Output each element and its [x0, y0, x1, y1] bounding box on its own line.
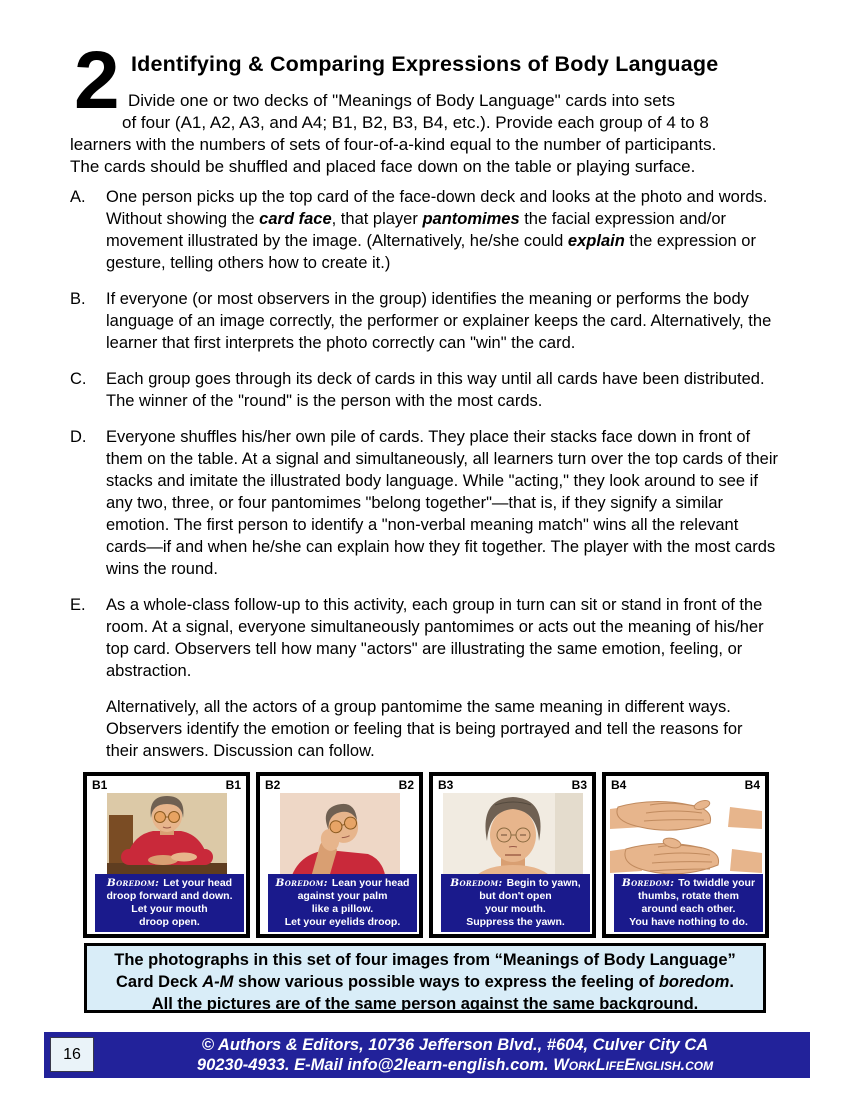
- website-url: WorkLifeEnglish.com: [553, 1056, 714, 1074]
- activity-item-c: [70, 368, 782, 412]
- photo-suppressed-yawn: [433, 793, 592, 881]
- publisher-contact: 90230-4933. E-Mail info@2learn-english.com. WorkLifeEnglish.com: [196, 1056, 714, 1074]
- section-number: 2: [74, 35, 120, 126]
- card-corner-label: B3: [571, 778, 587, 792]
- photo-twiddling-thumbs: [606, 793, 765, 881]
- card-b4: [602, 772, 769, 938]
- card-b3: [429, 772, 596, 938]
- activity-item-b: [70, 288, 782, 354]
- item-letter-spacer: [70, 696, 106, 762]
- item-letter: E.: [70, 596, 86, 614]
- card-corner-label: B1: [92, 778, 108, 792]
- activity-item-a: [70, 186, 782, 274]
- item-text: As a whole-class follow-up to this activity, each group in turn can sit or stand in front of the room. At a signal, everyone simultaneously pantomimes or acts out the meaning of his/her top card. Observers tell how many "actors" are illustrating the same emotion, feeling, or abstraction.: [106, 596, 764, 680]
- note-line: The photographs in this set of four images from “Meanings of Body Language”: [114, 951, 736, 969]
- activity-item-d: [70, 426, 782, 580]
- item-text: Alternatively, all the actors of a group pantomime the same meaning in different ways. Observers identify the emotion or feeling that is being portrayed and tell the reasons for their answers. Discussion can follow.: [106, 698, 743, 760]
- card-row: [83, 772, 769, 938]
- publisher-address: © Authors & Editors, 10736 Jefferson Blvd., #604, Culver City CA: [201, 1036, 709, 1054]
- emotion-label: Boredom:: [275, 877, 328, 889]
- publisher-info: [106, 1035, 804, 1075]
- card-corner-label: B3: [438, 778, 454, 792]
- emotion-label: Boredom:: [450, 877, 503, 889]
- item-text: Each group goes through its deck of cards in this way until all cards have been distributed. The winner of the "round" is the person with the most cards.: [106, 370, 765, 410]
- card-caption: Boredom: Begin to yawn, but don't open your mouth. Suppress the yawn.: [441, 874, 590, 932]
- page-title: Identifying & Comparing Expressions of Body Language: [131, 52, 719, 76]
- activity-list: [70, 186, 782, 776]
- note-line: Card Deck A-M show various possible ways to express the feeling of boredom.: [115, 973, 735, 991]
- photo-head-droop: [87, 793, 246, 881]
- card-caption: Boredom: Let your head droop forward and down. Let your mouth droop open.: [95, 874, 244, 932]
- item-text: One person picks up the top card of the face-down deck and looks at the photo and words. Without showing the card face, that player pantomimes the facial expression and/or movement illustrated by the image. (Alternatively, he/she could explain the expression or gesture, telling others how to create it.): [106, 188, 768, 272]
- note-line: All the pictures are of the same person against the same background.: [151, 995, 699, 1013]
- intro-line: learners with the numbers of sets of four-of-a-kind equal to the number of participants.: [70, 135, 717, 154]
- photo-set-note: [84, 943, 766, 1013]
- item-letter: C.: [70, 370, 87, 388]
- item-letter: D.: [70, 428, 87, 446]
- card-b2: [256, 772, 423, 938]
- emotion-label: Boredom:: [106, 877, 160, 889]
- followup-paragraph: [70, 696, 782, 762]
- intro-line: Divide one or two decks of "Meanings of Body Language" cards into sets: [128, 91, 675, 110]
- intro-line: The cards should be shuffled and placed face down on the table or playing surface.: [70, 157, 696, 176]
- item-text: If everyone (or most observers in the group) identifies the meaning or performs the body language of an image correctly, the performer or explainer keeps the card. Alternatively, the learner that first interprets the photo correctly can "win" the card.: [106, 290, 772, 352]
- item-text: Everyone shuffles his/her own pile of cards. They place their stacks face down in front of them on the table. At a signal and simultaneously, all learners turn over the top cards of their stacks and imitate the illustrated body language. While "acting," they look around to see if any two, three, or four pantomimes "belong together"—that is, if they signify a similar emotion. The first person to identify a "non-verbal meaning match" wins all the relevant cards—if and when he/she can explain how they fit together. The player with the most cards wins the round.: [106, 428, 778, 578]
- emotion-label: Boredom:: [621, 877, 675, 889]
- card-caption: Boredom: To twiddle your thumbs, rotate them around each other. You have nothing to do.: [614, 874, 763, 932]
- card-corner-label: B1: [225, 778, 241, 792]
- intro-line: of four (A1, A2, A3, and A4; B1, B2, B3, B4, etc.). Provide each group of 4 to 8: [122, 113, 709, 132]
- card-corner-label: B4: [744, 778, 760, 792]
- item-letter: A.: [70, 188, 86, 206]
- card-corner-label: B2: [398, 778, 414, 792]
- activity-item-e: [70, 594, 782, 682]
- photo-head-on-palm: [260, 793, 419, 881]
- card-corner-label: B4: [611, 778, 627, 792]
- card-caption: Boredom: Lean your head against your palm like a pillow. Let your eyelids droop.: [268, 874, 417, 932]
- item-letter: B.: [70, 290, 86, 308]
- footer-bar: [44, 1032, 810, 1078]
- card-corner-label: B2: [265, 778, 281, 792]
- card-b1: [83, 772, 250, 938]
- page-number: 16: [50, 1037, 94, 1072]
- intro-paragraph: [70, 90, 782, 178]
